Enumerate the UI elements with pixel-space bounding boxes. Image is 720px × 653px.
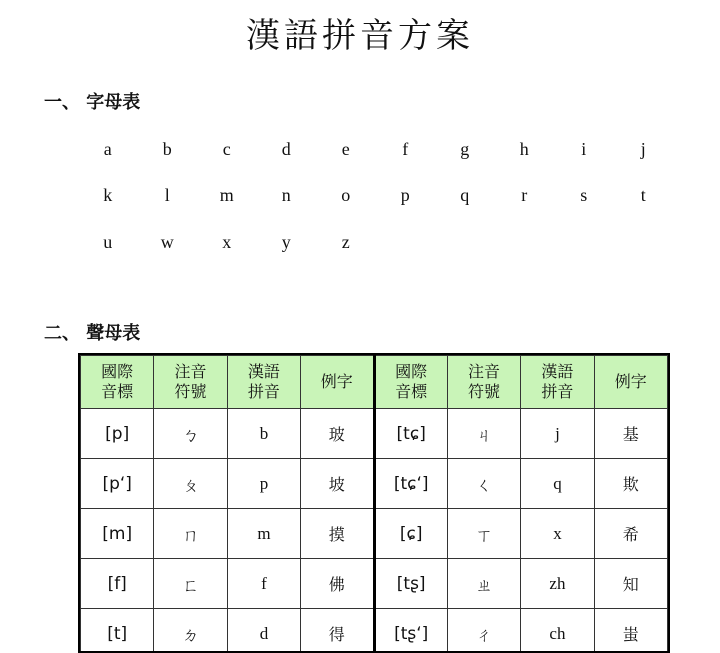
example-cell: 基 xyxy=(594,409,667,459)
alphabet-letter: d xyxy=(257,139,317,160)
alphabet-letter: s xyxy=(554,185,614,206)
alphabet-grid xyxy=(78,126,678,266)
table-row xyxy=(81,559,668,609)
zhuyin-cell: ㄐ xyxy=(447,409,520,459)
alphabet-letter: b xyxy=(138,139,198,160)
zhuyin-cell: ㄆ xyxy=(154,459,227,509)
alphabet-row xyxy=(78,173,678,220)
alphabet-letter: w xyxy=(138,232,198,253)
initials-table-frame xyxy=(78,353,670,653)
ipa-cell: [tʂʻ] xyxy=(374,609,447,653)
pinyin-cell: ch xyxy=(521,609,594,653)
header-text: 注音 符號 xyxy=(468,362,500,401)
zhuyin-cell: ㄓ xyxy=(447,559,520,609)
alphabet-letter: e xyxy=(316,139,376,160)
example-cell: 希 xyxy=(594,509,667,559)
alphabet-letter: t xyxy=(614,185,674,206)
table-row xyxy=(81,459,668,509)
section-heading-initials: 二、 聲母表 xyxy=(44,319,140,345)
table-row xyxy=(81,509,668,559)
zhuyin-cell: ㄇ xyxy=(154,509,227,559)
example-cell: 坡 xyxy=(301,459,374,509)
pinyin-cell: f xyxy=(227,559,300,609)
column-header-example xyxy=(301,356,374,409)
alphabet-letter: h xyxy=(495,139,555,160)
zhuyin-cell: ㄑ xyxy=(447,459,520,509)
column-header-example xyxy=(594,356,667,409)
alphabet-letter: i xyxy=(554,139,614,160)
page-title: 漢語拼音方案 xyxy=(0,8,720,57)
example-cell: 摸 xyxy=(301,509,374,559)
pinyin-cell: m xyxy=(227,509,300,559)
ipa-cell: [tɕ] xyxy=(374,409,447,459)
example-cell: 欺 xyxy=(594,459,667,509)
zhuyin-cell: ㄈ xyxy=(154,559,227,609)
example-cell: 蚩 xyxy=(594,609,667,653)
example-cell: 玻 xyxy=(301,409,374,459)
header-text: 例字 xyxy=(615,372,647,391)
alphabet-letter: p xyxy=(376,185,436,206)
pinyin-cell: b xyxy=(227,409,300,459)
column-header-ipa xyxy=(374,356,447,409)
zhuyin-cell: ㄉ xyxy=(154,609,227,653)
ipa-cell: [t] xyxy=(81,609,154,653)
alphabet-letter: f xyxy=(376,139,436,160)
header-text: 漢語 拼音 xyxy=(541,362,573,401)
pinyin-cell: x xyxy=(521,509,594,559)
zhuyin-cell: ㄒ xyxy=(447,509,520,559)
alphabet-row xyxy=(78,219,678,266)
table-row xyxy=(81,409,668,459)
example-cell: 得 xyxy=(301,609,374,653)
column-header-pinyin xyxy=(521,356,594,409)
ipa-cell: [ɕ] xyxy=(374,509,447,559)
alphabet-letter: l xyxy=(138,185,198,206)
header-text: 例字 xyxy=(321,372,353,391)
alphabet-letter: c xyxy=(197,139,257,160)
example-cell: 佛 xyxy=(301,559,374,609)
alphabet-letter: m xyxy=(197,185,257,206)
header-text: 國際 音標 xyxy=(395,362,427,401)
section-heading-alphabet: 一、 字母表 xyxy=(44,88,140,114)
ipa-cell: [f] xyxy=(81,559,154,609)
pinyin-cell: p xyxy=(227,459,300,509)
ipa-cell: [tʂ] xyxy=(374,559,447,609)
pinyin-cell: q xyxy=(521,459,594,509)
header-text: 漢語 拼音 xyxy=(248,362,280,401)
column-header-pinyin xyxy=(227,356,300,409)
column-header-ipa xyxy=(81,356,154,409)
alphabet-letter: x xyxy=(197,232,257,253)
alphabet-letter: n xyxy=(257,185,317,206)
zhuyin-cell: ㄔ xyxy=(447,609,520,653)
alphabet-letter: z xyxy=(316,232,376,253)
alphabet-letter: r xyxy=(495,185,555,206)
ipa-cell: [m] xyxy=(81,509,154,559)
ipa-cell: [p] xyxy=(81,409,154,459)
alphabet-letter: o xyxy=(316,185,376,206)
pinyin-cell: d xyxy=(227,609,300,653)
ipa-cell: [tɕʻ] xyxy=(374,459,447,509)
table-header-row xyxy=(81,356,668,409)
header-text: 注音 符號 xyxy=(175,362,207,401)
pinyin-cell: j xyxy=(521,409,594,459)
alphabet-row xyxy=(78,126,678,173)
example-cell: 知 xyxy=(594,559,667,609)
alphabet-letter: y xyxy=(257,232,317,253)
initials-table xyxy=(80,355,668,653)
column-header-zhuyin xyxy=(154,356,227,409)
alphabet-letter: a xyxy=(78,139,138,160)
column-header-zhuyin xyxy=(447,356,520,409)
header-text: 國際 音標 xyxy=(101,362,133,401)
alphabet-letter: q xyxy=(435,185,495,206)
zhuyin-cell: ㄅ xyxy=(154,409,227,459)
alphabet-letter: g xyxy=(435,139,495,160)
ipa-cell: [pʻ] xyxy=(81,459,154,509)
table-row xyxy=(81,609,668,653)
alphabet-letter: k xyxy=(78,185,138,206)
alphabet-letter: j xyxy=(614,139,674,160)
pinyin-cell: zh xyxy=(521,559,594,609)
alphabet-letter: u xyxy=(78,232,138,253)
